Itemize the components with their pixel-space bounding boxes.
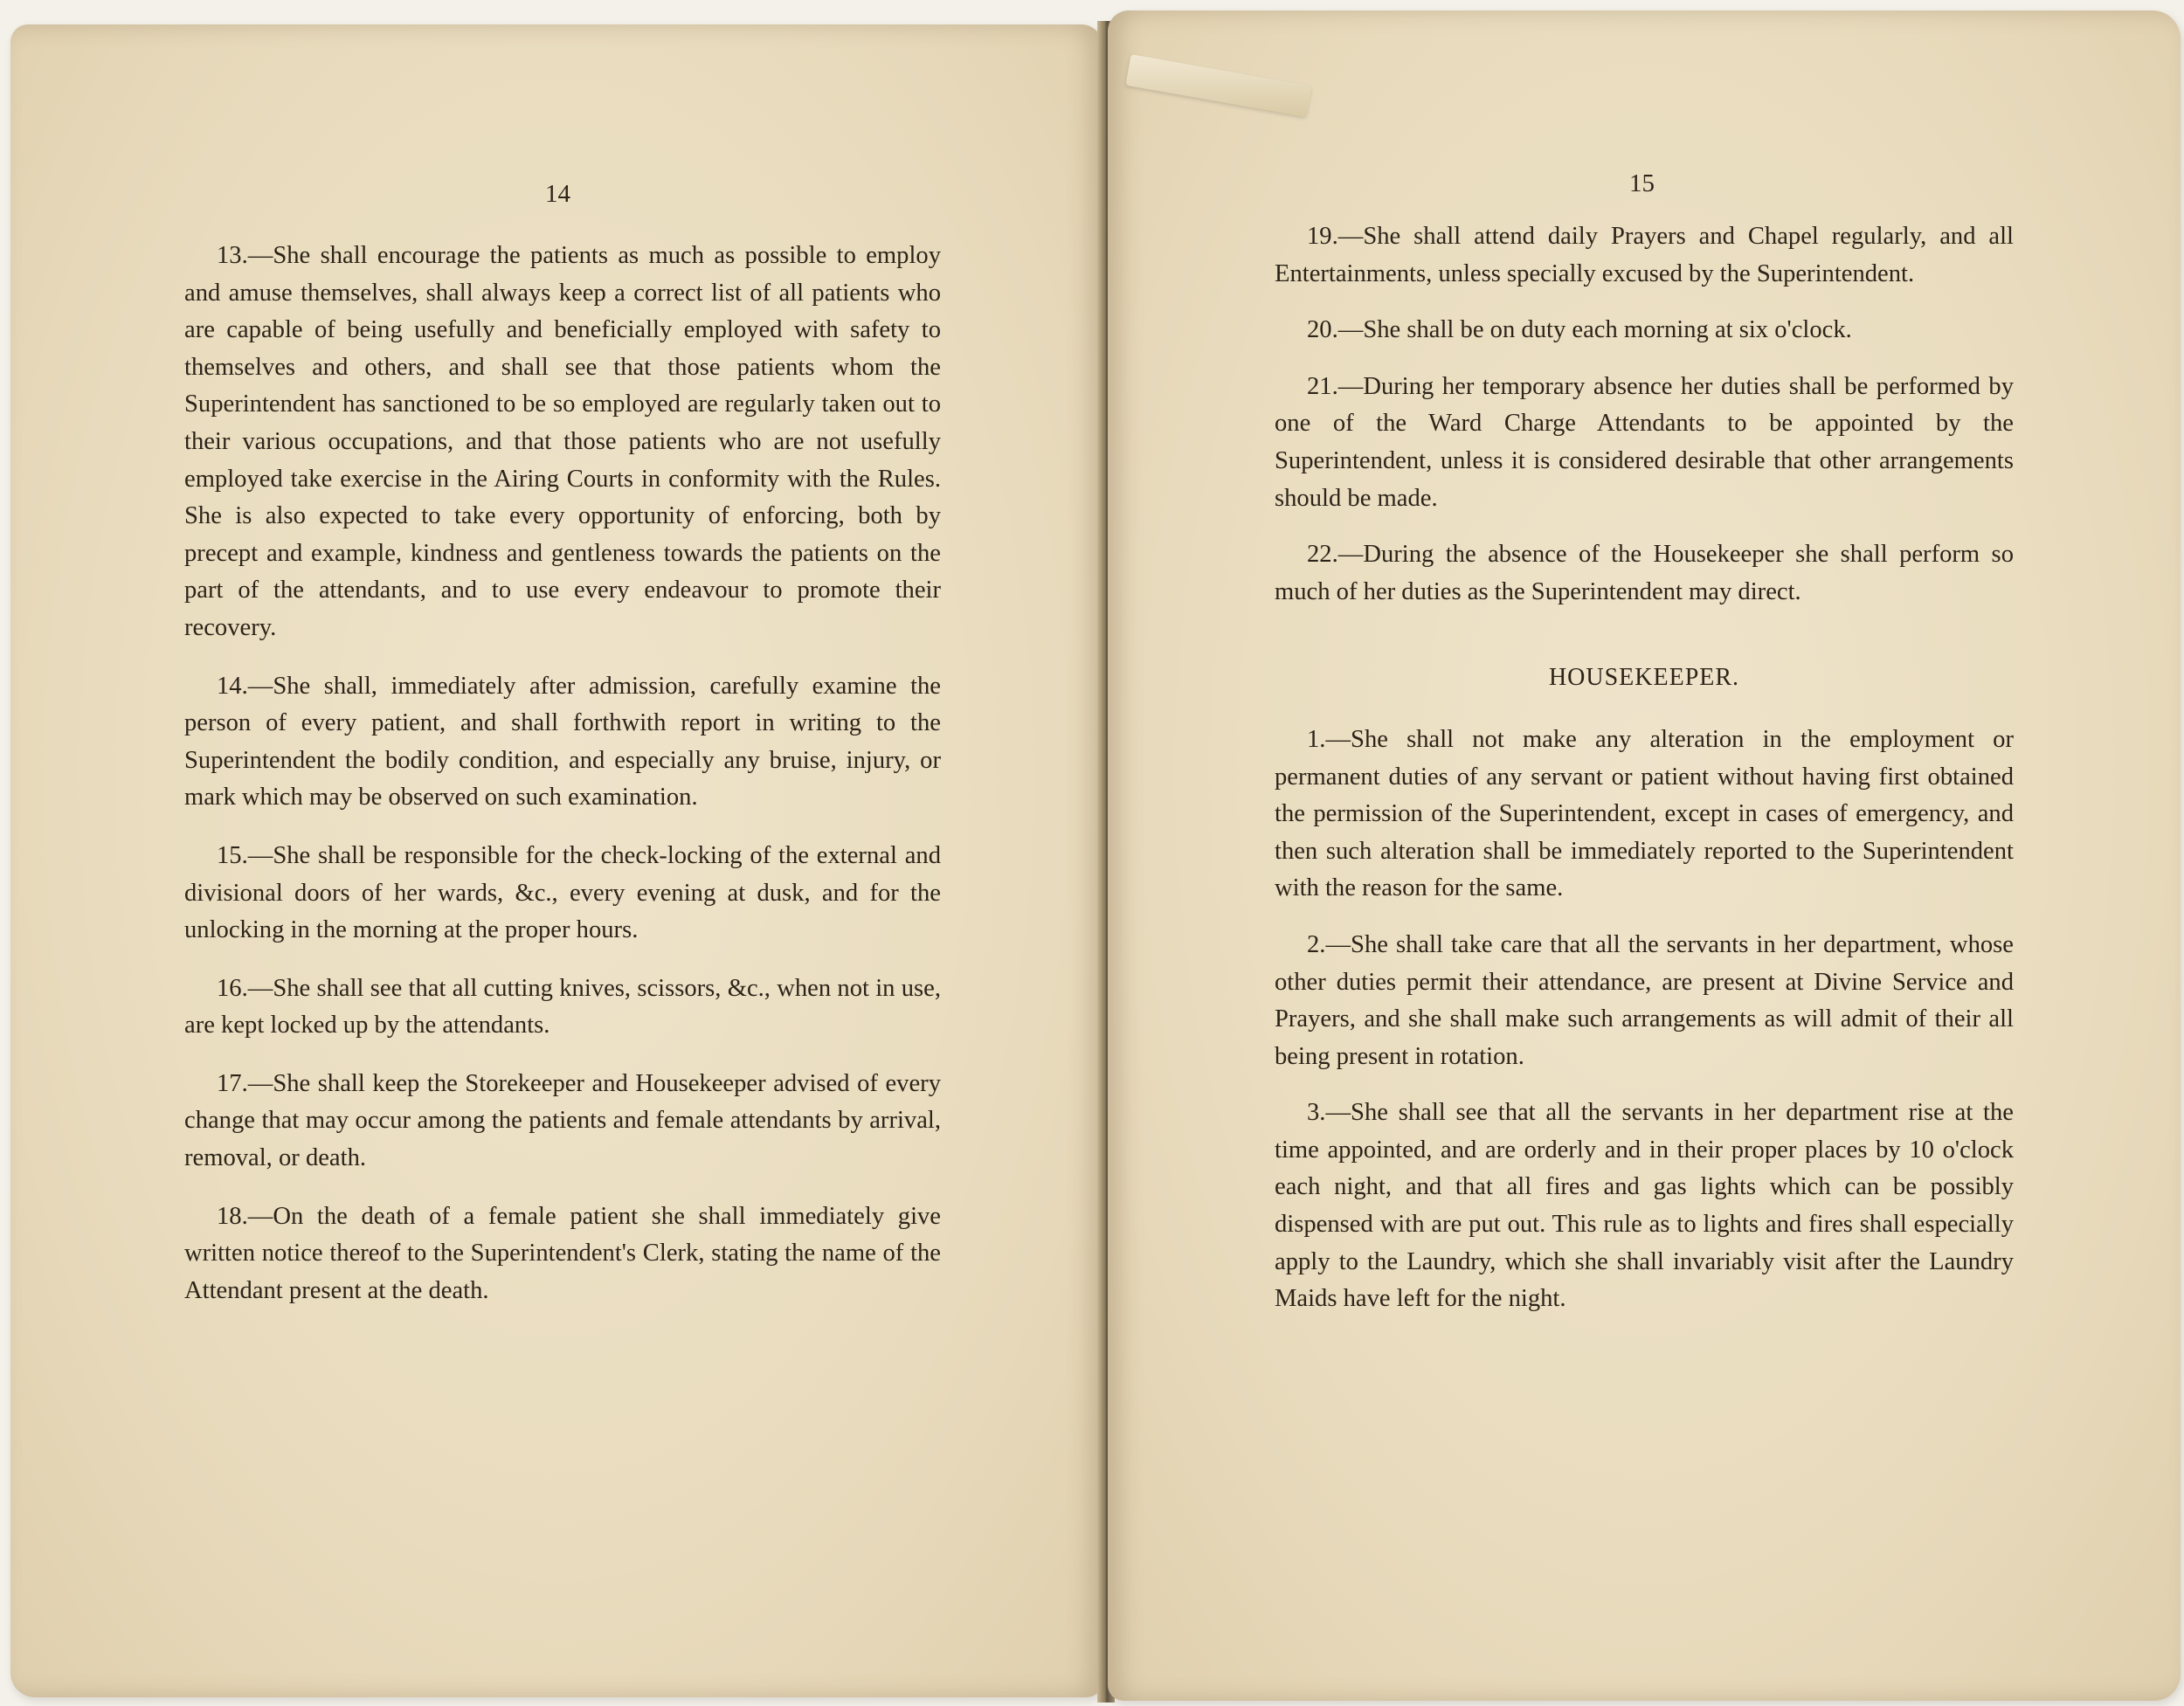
rule-paragraph: 17.—She shall keep the Storekeeper and Housekeeper advised of every change that may occur among the patients and female attendants by arrival, removal, or death. — [184, 1069, 941, 1172]
page-text — [1275, 218, 2014, 1318]
rule-paragraph: 14.—She shall, immediately after admission, carefully examine the person of every patient, and shall forthwith report in writing to the Superintendent the bodily condition, and especially any bruise, injury, or mark which may be observed on such examination. — [184, 672, 941, 812]
rule-paragraph: 1.—She shall not make any alteration in the employment or permanent duties of any servant or patient without having first obtained the permission of the Superintendent, except in cases of emergency, and then such alteration shall be immediately reported to the Superintendent with the reason for the same. — [1275, 725, 2014, 902]
right-page — [1108, 10, 2181, 1701]
left-page — [10, 24, 1102, 1697]
rule-paragraph: 20.—She shall be on duty each morning at six o'clock. — [1307, 316, 1852, 344]
rule-paragraph: 18.—On the death of a female patient she shall immediately give written notice thereof to the Superintendent's Clerk, stating the name of the Attendant present at the death. — [184, 1202, 941, 1304]
page-text — [184, 238, 941, 1309]
rule-paragraph: 2.—She shall take care that all the servants in her department, whose other duties permit their attendance, are present at Divine Service and Prayers, and she shall make such arrangements as will admit of their all being present in rotation. — [1275, 930, 2014, 1070]
section-heading: HOUSEKEEPER. — [1548, 664, 1740, 692]
rule-paragraph: 21.—During her temporary absence her duties shall be performed by one of the Ward Charge Attendants to be appointed by the Superintendent, unless it is considered desirable that other arrangements should be made. — [1275, 372, 2014, 512]
rule-paragraph: 16.—She shall see that all cutting knives, scissors, &c., when not in use, are kept locked up by the attendants. — [184, 974, 941, 1039]
page-number: 15 — [1629, 169, 1655, 197]
rule-paragraph: 19.—She shall attend daily Prayers and Chapel regularly, and all Entertainments, unless specially excused by the Superintendent. — [1275, 223, 2014, 287]
rule-paragraph: 13.—She shall encourage the patients as much as possible to employ and amuse themselves, shall always keep a correct list of all patients who are capable of being usefully and beneficially employed with safety to themselves and others, and shall see that those patients whom the Superintendent has sanctioned to be so employed are regularly taken out to their various occupations, and that those patients who are not usefully employed take exercise in the Airing Courts in conformity with the Rules. She is also expected to take every opportunity of enforcing, both by precept and example, kindness and gentleness towards the patients on the part of the attendants, and to use every endeavour to promote their recovery. — [184, 242, 941, 641]
rule-paragraph: 3.—She shall see that all the servants in her department rise at the time appointed, and are orderly and in their proper places by 10 o'clock each night, and that all fires and gas lights which can be possibly dispensed with are put out. This rule as to lights and fires shall especially apply to the Laundry, which she shall invariably visit after the Laundry Maids have left for the night. — [1275, 1099, 2014, 1313]
page-number: 14 — [545, 180, 570, 208]
rule-paragraph: 15.—She shall be responsible for the check-locking of the external and divisional doors of her wards, &c., every evening at dusk, and for the unlocking in the morning at the proper hours. — [184, 841, 941, 944]
rule-paragraph: 22.—During the absence of the Housekeeper she shall perform so much of her duties as the Superintendent may direct. — [1275, 541, 2014, 605]
